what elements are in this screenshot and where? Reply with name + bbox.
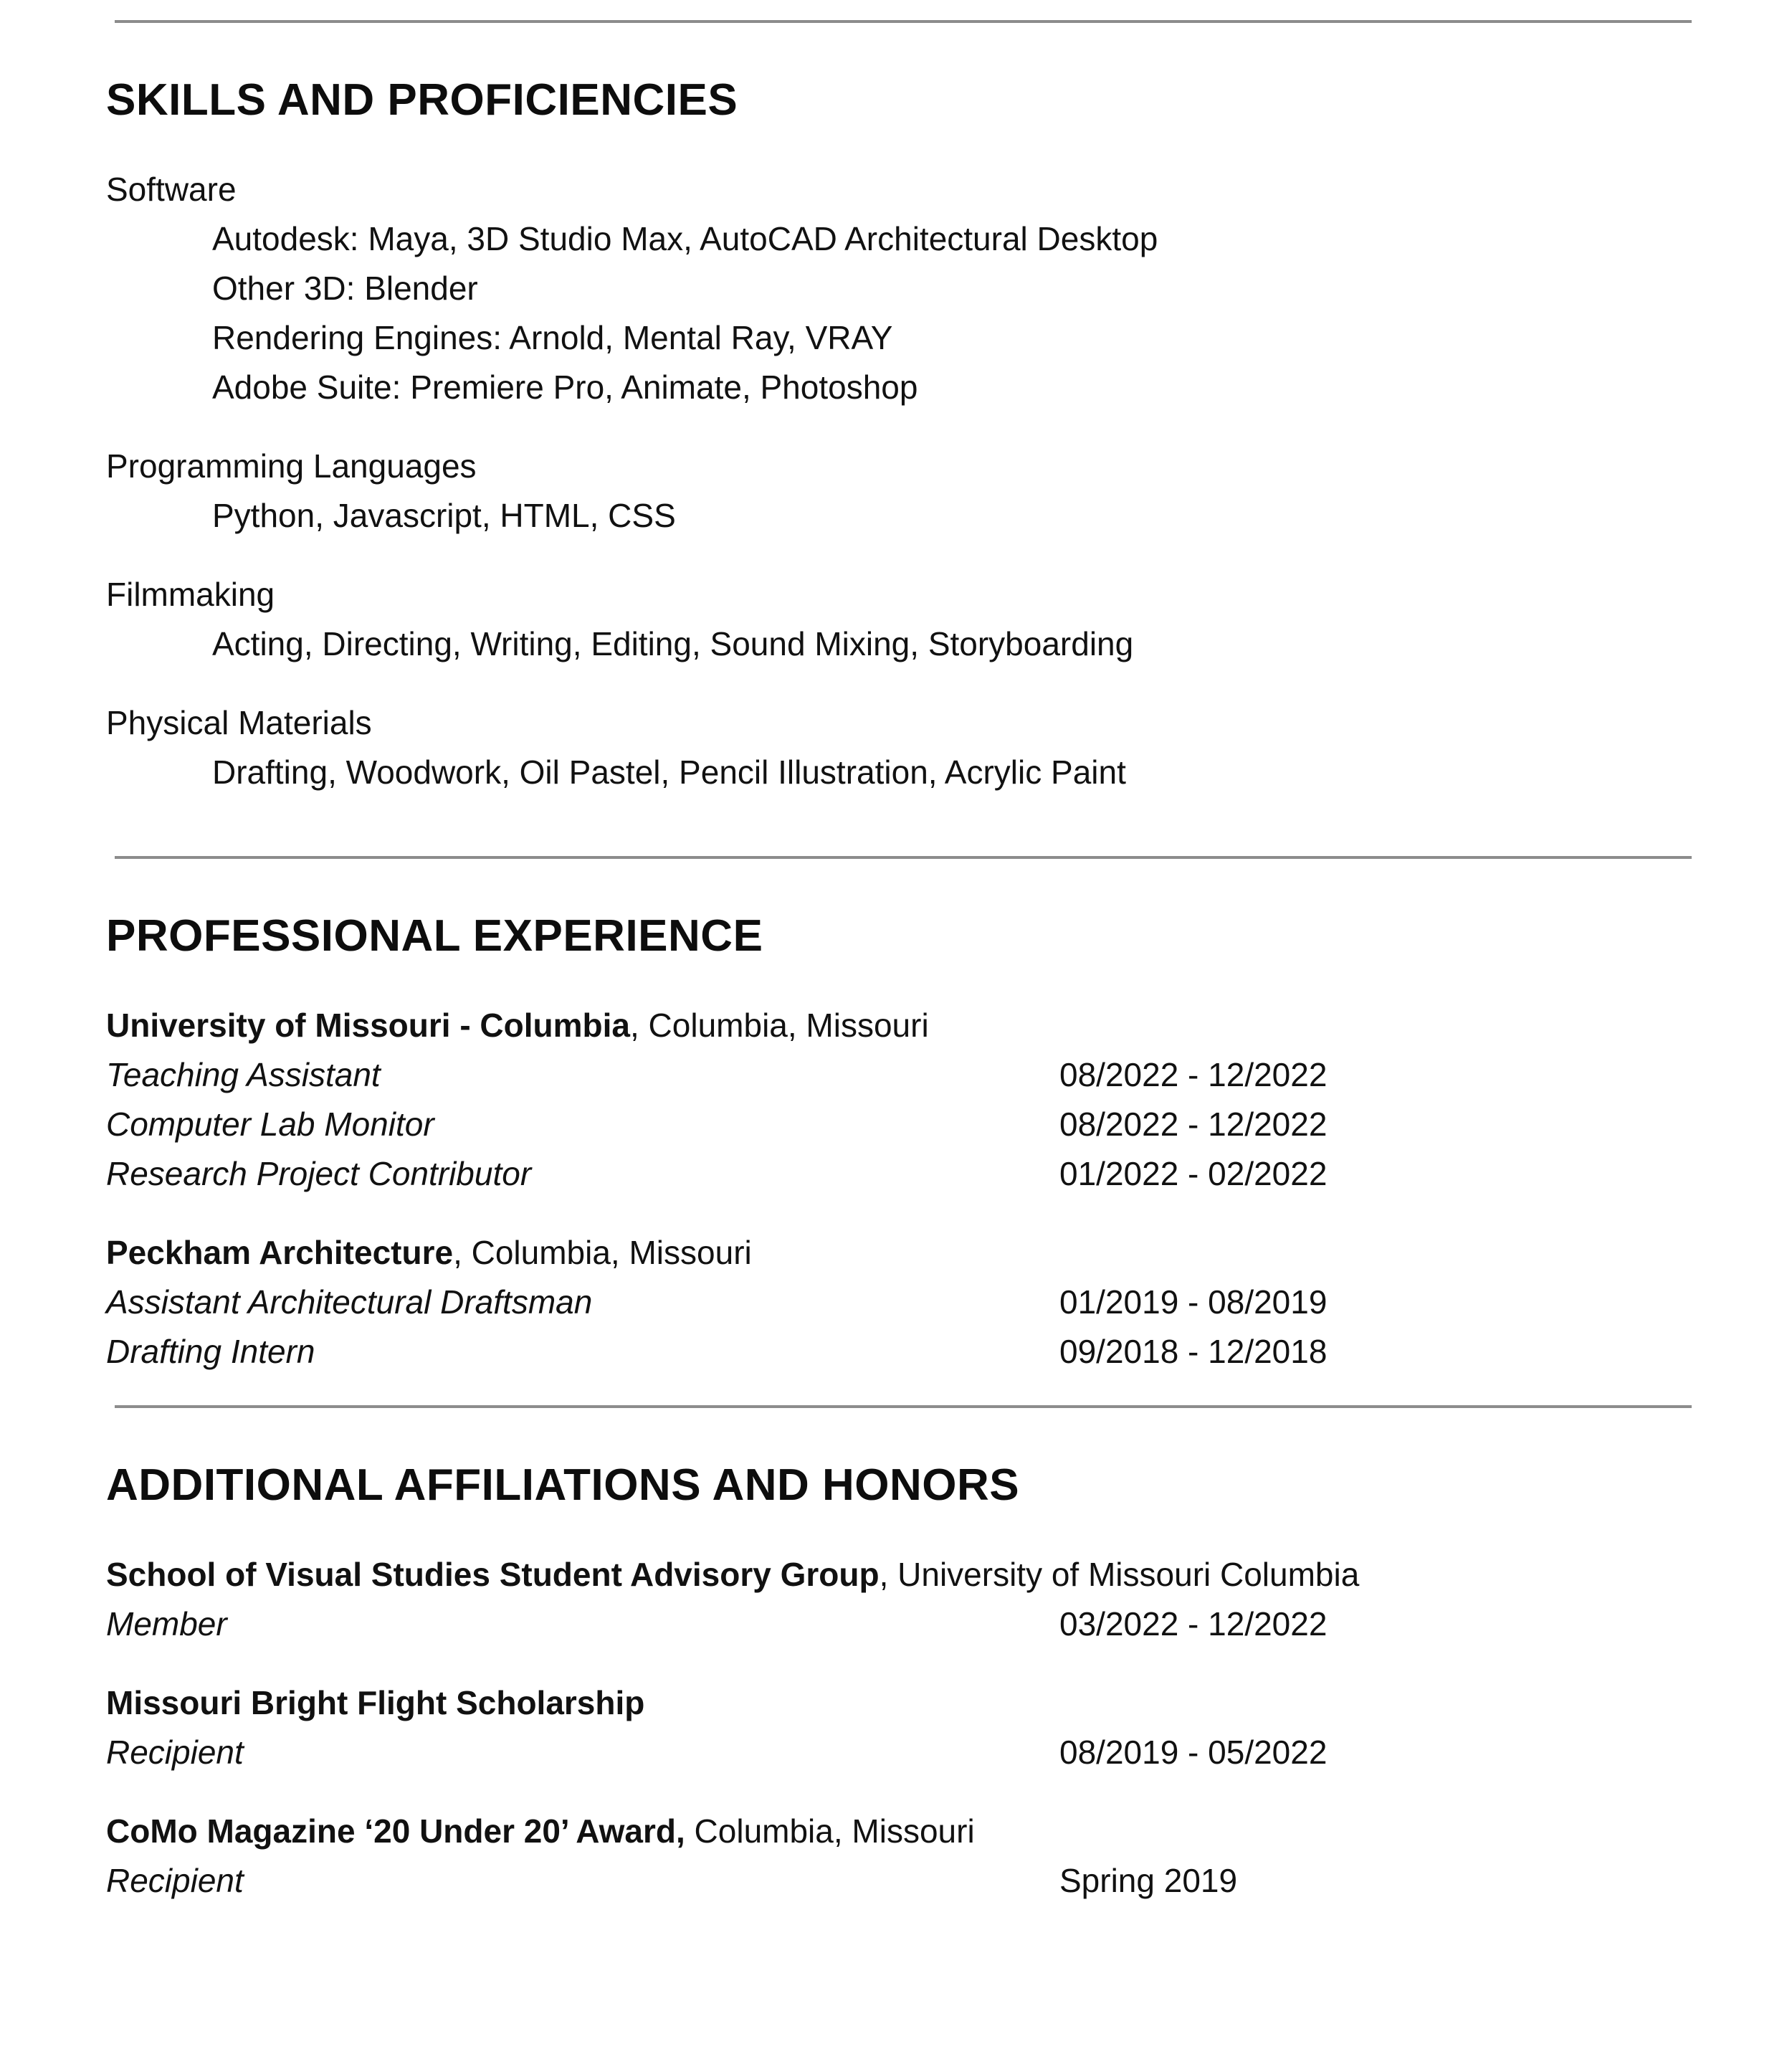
role-title: Teaching Assistant [106,1056,381,1093]
org-location: , Columbia, Missouri [630,1007,929,1044]
affiliation-name: CoMo Magazine ‘20 Under 20’ Award, [106,1812,685,1850]
role-dates: 08/2022 - 12/2022 [1059,1056,1328,1093]
org-name: Peckham Architecture [106,1234,454,1271]
skill-category: Software [106,171,237,208]
skill-category: Programming Languages [106,447,477,485]
org-location: , Columbia, Missouri [453,1234,752,1271]
role-dates: 09/2018 - 12/2018 [1059,1333,1328,1370]
affiliation-org [106,1681,644,1724]
experience-org [106,1231,752,1274]
divider [115,20,1692,23]
section-heading-experience: PROFESSIONAL EXPERIENCE [106,911,763,961]
role-title: Computer Lab Monitor [106,1106,434,1143]
skill-item: Other 3D: Blender [212,270,478,307]
skill-item: Acting, Directing, Writing, Editing, Sound Mixing, Storyboarding [212,625,1134,662]
affiliation-location: , University of Missouri Columbia [879,1556,1360,1593]
skill-item: Adobe Suite: Premiere Pro, Animate, Photoshop [212,369,918,406]
affiliation-dates: 03/2022 - 12/2022 [1059,1605,1328,1642]
affiliation-role: Member [106,1605,227,1642]
affiliation-dates: 08/2019 - 05/2022 [1059,1734,1328,1771]
divider [115,1405,1692,1408]
skill-item: Drafting, Woodwork, Oil Pastel, Pencil Illustration, Acrylic Paint [212,753,1126,791]
role-title: Assistant Architectural Draftsman [106,1283,593,1321]
skill-item: Python, Javascript, HTML, CSS [212,497,676,534]
affiliation-role: Recipient [106,1734,244,1771]
role-title: Research Project Contributor [106,1155,532,1192]
affiliation-org [106,1553,1359,1596]
affiliation-role: Recipient [106,1862,244,1899]
experience-org [106,1004,929,1047]
role-dates: 08/2022 - 12/2022 [1059,1106,1328,1143]
affiliation-org [106,1810,975,1853]
skill-item: Autodesk: Maya, 3D Studio Max, AutoCAD Architectural Desktop [212,220,1158,257]
role-dates: 01/2022 - 02/2022 [1059,1155,1328,1192]
section-heading-skills: SKILLS AND PROFICIENCIES [106,75,738,125]
affiliation-name: School of Visual Studies Student Advisory Group [106,1556,880,1593]
affiliation-dates: Spring 2019 [1059,1862,1238,1899]
skill-item: Rendering Engines: Arnold, Mental Ray, VRAY [212,319,893,356]
divider [115,856,1692,859]
org-name: University of Missouri - Columbia [106,1007,630,1044]
skill-category: Filmmaking [106,576,275,613]
skill-category: Physical Materials [106,704,372,741]
affiliation-location: Columbia, Missouri [685,1812,975,1850]
role-dates: 01/2019 - 08/2019 [1059,1283,1328,1321]
affiliation-name: Missouri Bright Flight Scholarship [106,1684,645,1721]
role-title: Drafting Intern [106,1333,315,1370]
section-heading-affiliations: ADDITIONAL AFFILIATIONS AND HONORS [106,1460,1020,1510]
